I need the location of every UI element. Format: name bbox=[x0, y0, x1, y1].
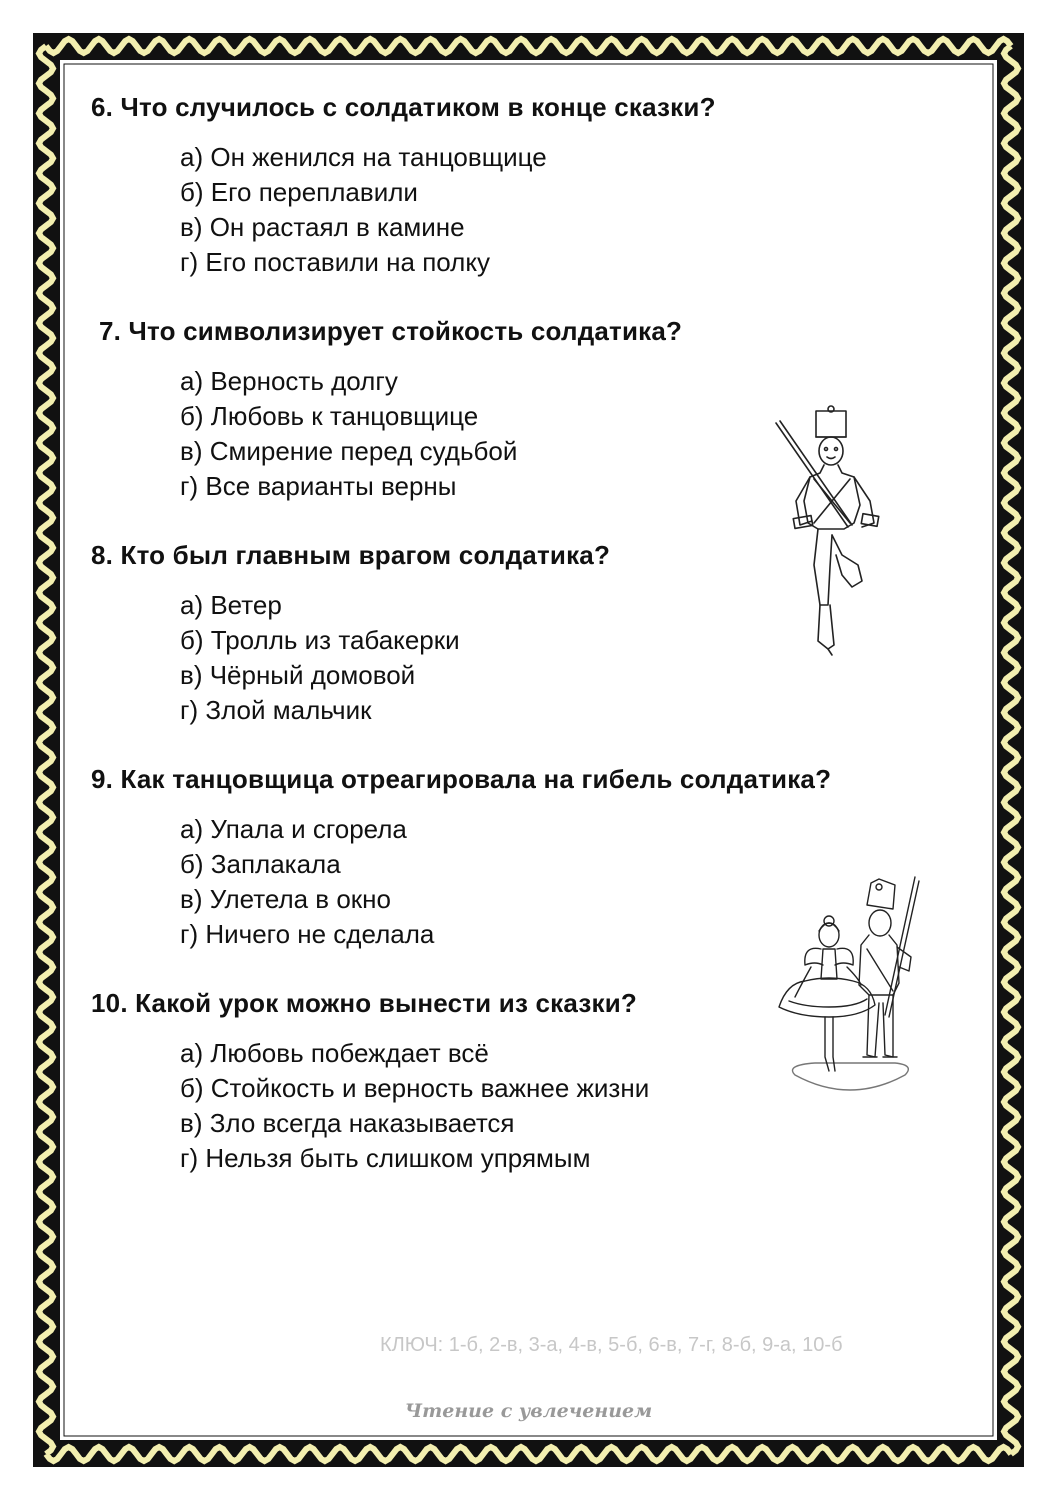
question-9-title: 9. Как танцовщица отреагировала на гибель солдатика? bbox=[91, 764, 832, 794]
answer-option[interactable]: б) Стойкость и верность важнее жизни bbox=[180, 1073, 650, 1103]
question-6-answers bbox=[180, 140, 547, 280]
answer-option[interactable]: б) Тролль из табакерки bbox=[180, 625, 460, 655]
answer-option[interactable]: б) Любовь к танцовщице bbox=[180, 401, 479, 431]
answer-option[interactable]: а) Верность долгу bbox=[180, 366, 398, 396]
answer-option[interactable]: г) Ничего не сделала bbox=[180, 919, 435, 949]
question-10-answers bbox=[180, 1036, 649, 1176]
question-8-title: 8. Кто был главным врагом солдатика? bbox=[91, 540, 611, 570]
answer-option[interactable]: а) Он женился на танцовщице bbox=[180, 142, 547, 172]
answer-option[interactable]: в) Улетела в окно bbox=[180, 884, 391, 914]
dancer-and-soldier-illustration bbox=[775, 875, 925, 1100]
question-9-answers bbox=[180, 812, 434, 952]
tin-soldier-illustration bbox=[770, 405, 890, 660]
question-7-answers bbox=[180, 364, 517, 504]
answer-option[interactable]: в) Смирение перед судьбой bbox=[180, 436, 518, 466]
answer-option[interactable]: г) Его поставили на полку bbox=[180, 247, 491, 277]
answer-option[interactable]: б) Его переплавили bbox=[180, 177, 418, 207]
answer-option[interactable]: а) Упала и сгорела bbox=[180, 814, 407, 844]
answer-option[interactable]: в) Он растаял в камине bbox=[180, 212, 465, 242]
answer-option[interactable]: г) Злой мальчик bbox=[180, 695, 372, 725]
footer-caption: Чтение с увлечением bbox=[404, 1400, 653, 1422]
answer-option[interactable]: г) Нельзя быть слишком упрямым bbox=[180, 1143, 591, 1173]
question-10-title: 10. Какой урок можно вынести из сказки? bbox=[91, 988, 637, 1018]
answer-option[interactable]: а) Ветер bbox=[180, 590, 282, 620]
answer-option[interactable]: б) Заплакала bbox=[180, 849, 341, 879]
answer-key: КЛЮЧ: 1-б, 2-в, 3-а, 4-в, 5-б, 6-в, 7-г, 8-б, 9-а, 10-б bbox=[380, 1334, 843, 1356]
answer-option[interactable]: в) Чёрный домовой bbox=[180, 660, 416, 690]
question-6-title: 6. Что случилось с солдатиком в конце сказки? bbox=[91, 92, 716, 122]
question-7-title: 7. Что символизирует стойкость солдатика? bbox=[99, 316, 683, 346]
question-8-answers bbox=[180, 588, 460, 728]
answer-option[interactable]: г) Все варианты верны bbox=[180, 471, 457, 501]
answer-option[interactable]: в) Зло всегда наказывается bbox=[180, 1108, 515, 1138]
answer-option[interactable]: а) Любовь побеждает всё bbox=[180, 1038, 489, 1068]
